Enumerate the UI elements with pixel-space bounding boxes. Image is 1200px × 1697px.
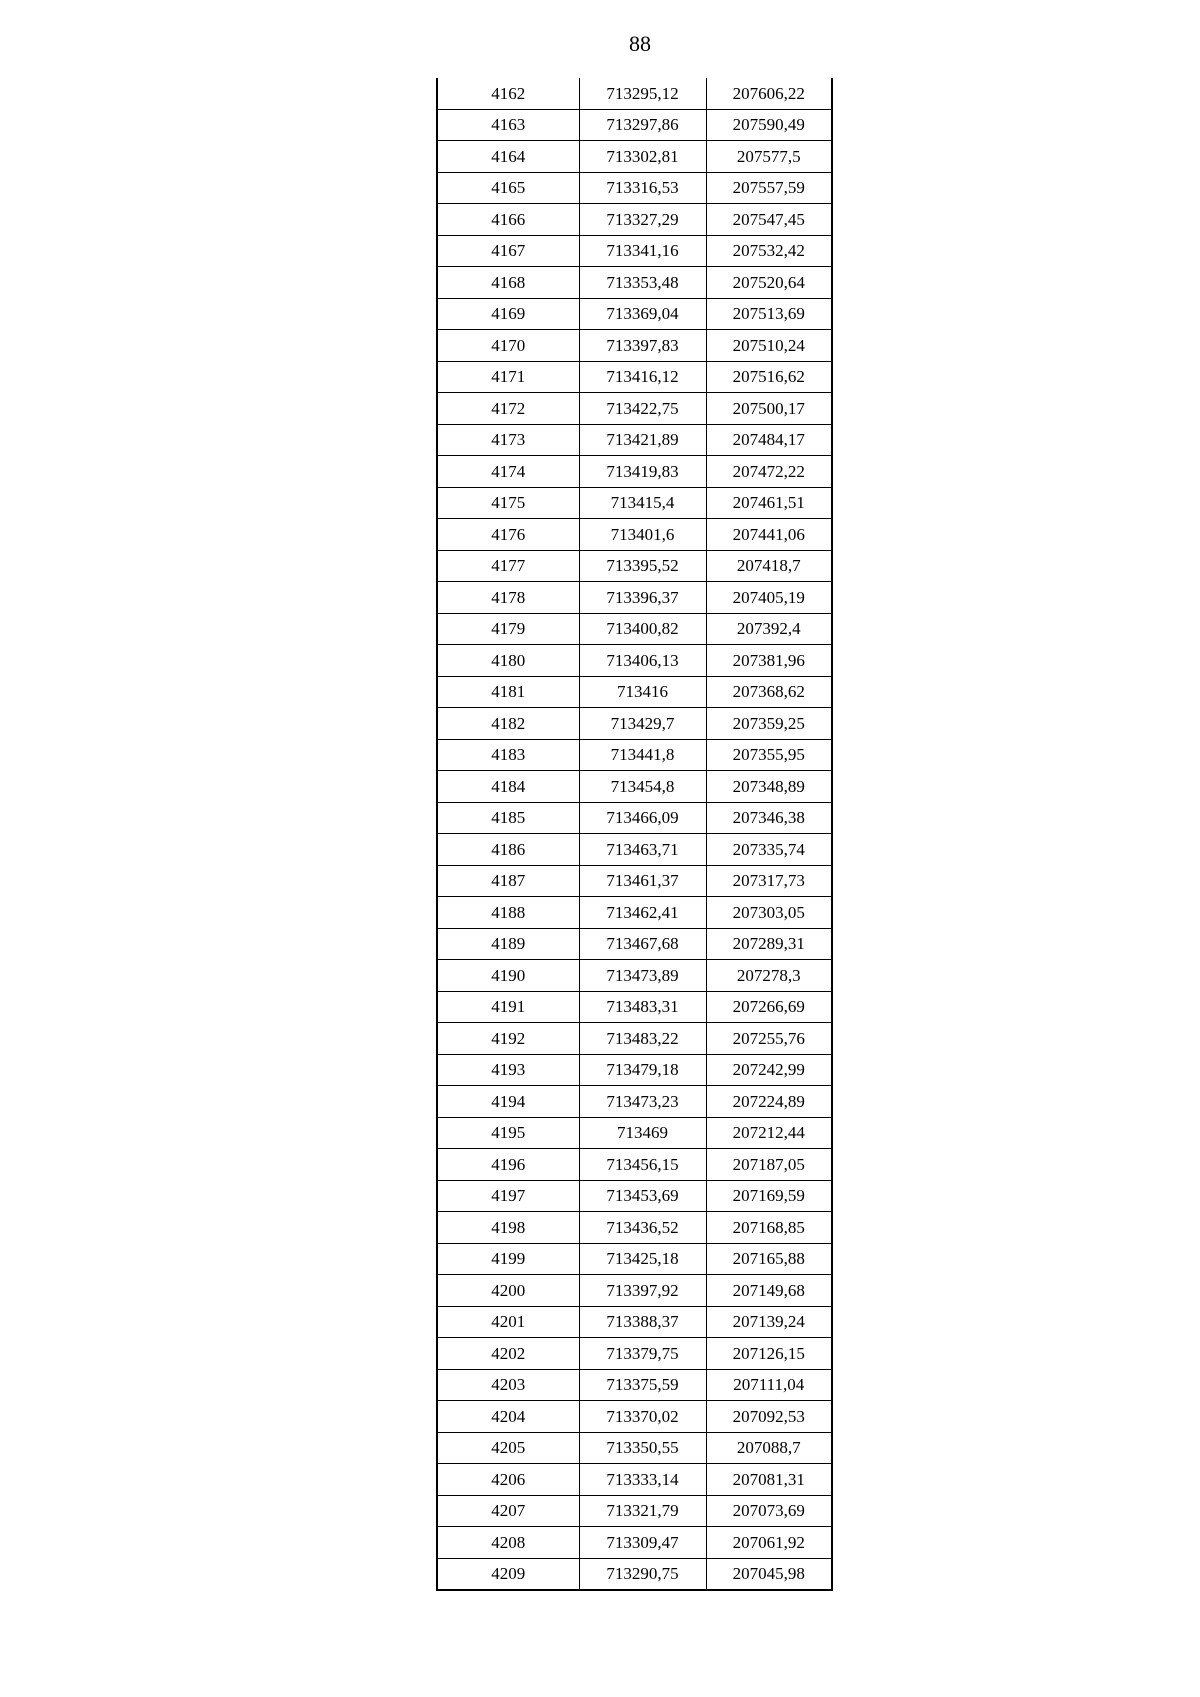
point-number-cell: 4175	[437, 487, 579, 519]
x-coordinate-cell: 713395,52	[579, 550, 706, 582]
point-number-cell: 4208	[437, 1527, 579, 1559]
table-row	[437, 1369, 832, 1401]
y-coordinate-cell: 207061,92	[706, 1527, 832, 1559]
x-coordinate-cell: 713290,75	[579, 1558, 706, 1590]
x-coordinate-cell: 713397,92	[579, 1275, 706, 1307]
y-coordinate-cell: 207335,74	[706, 834, 832, 866]
point-number-cell: 4169	[437, 298, 579, 330]
point-number-cell: 4187	[437, 865, 579, 897]
y-coordinate-cell: 207441,06	[706, 519, 832, 551]
table-row	[437, 928, 832, 960]
point-number-cell: 4209	[437, 1558, 579, 1590]
x-coordinate-cell: 713456,15	[579, 1149, 706, 1181]
x-coordinate-cell: 713416	[579, 676, 706, 708]
x-coordinate-cell: 713421,89	[579, 424, 706, 456]
table-row	[437, 991, 832, 1023]
y-coordinate-cell: 207359,25	[706, 708, 832, 740]
x-coordinate-cell: 713369,04	[579, 298, 706, 330]
y-coordinate-cell: 207547,45	[706, 204, 832, 236]
table-row	[437, 1495, 832, 1527]
table-row	[437, 1117, 832, 1149]
table-row	[437, 1558, 832, 1590]
y-coordinate-cell: 207289,31	[706, 928, 832, 960]
table-row	[437, 235, 832, 267]
point-number-cell: 4192	[437, 1023, 579, 1055]
table-row	[437, 1432, 832, 1464]
y-coordinate-cell: 207303,05	[706, 897, 832, 929]
y-coordinate-cell: 207278,3	[706, 960, 832, 992]
table-row	[437, 1180, 832, 1212]
point-number-cell: 4193	[437, 1054, 579, 1086]
table-row	[437, 519, 832, 551]
x-coordinate-cell: 713473,89	[579, 960, 706, 992]
y-coordinate-cell: 207500,17	[706, 393, 832, 425]
y-coordinate-cell: 207242,99	[706, 1054, 832, 1086]
y-coordinate-cell: 207461,51	[706, 487, 832, 519]
x-coordinate-cell: 713321,79	[579, 1495, 706, 1527]
point-number-cell: 4168	[437, 267, 579, 299]
x-coordinate-cell: 713400,82	[579, 613, 706, 645]
point-number-cell: 4167	[437, 235, 579, 267]
y-coordinate-cell: 207348,89	[706, 771, 832, 803]
point-number-cell: 4201	[437, 1306, 579, 1338]
y-coordinate-cell: 207418,7	[706, 550, 832, 582]
y-coordinate-cell: 207149,68	[706, 1275, 832, 1307]
x-coordinate-cell: 713483,31	[579, 991, 706, 1023]
y-coordinate-cell: 207577,5	[706, 141, 832, 173]
table-row	[437, 1054, 832, 1086]
table-row	[437, 330, 832, 362]
point-number-cell: 4172	[437, 393, 579, 425]
y-coordinate-cell: 207168,85	[706, 1212, 832, 1244]
table-row	[437, 456, 832, 488]
y-coordinate-cell: 207520,64	[706, 267, 832, 299]
x-coordinate-cell: 713295,12	[579, 78, 706, 109]
x-coordinate-cell: 713327,29	[579, 204, 706, 236]
table-row	[437, 1338, 832, 1370]
x-coordinate-cell: 713353,48	[579, 267, 706, 299]
y-coordinate-cell: 207405,19	[706, 582, 832, 614]
y-coordinate-cell: 207381,96	[706, 645, 832, 677]
point-number-cell: 4182	[437, 708, 579, 740]
x-coordinate-cell: 713454,8	[579, 771, 706, 803]
x-coordinate-cell: 713401,6	[579, 519, 706, 551]
table-row	[437, 204, 832, 236]
table-row	[437, 1243, 832, 1275]
point-number-cell: 4203	[437, 1369, 579, 1401]
coordinates-table	[436, 78, 833, 1591]
table-row	[437, 865, 832, 897]
point-number-cell: 4197	[437, 1180, 579, 1212]
point-number-cell: 4185	[437, 802, 579, 834]
point-number-cell: 4198	[437, 1212, 579, 1244]
point-number-cell: 4174	[437, 456, 579, 488]
x-coordinate-cell: 713415,4	[579, 487, 706, 519]
x-coordinate-cell: 713441,8	[579, 739, 706, 771]
point-number-cell: 4206	[437, 1464, 579, 1496]
table-row	[437, 1023, 832, 1055]
y-coordinate-cell: 207266,69	[706, 991, 832, 1023]
x-coordinate-cell: 713436,52	[579, 1212, 706, 1244]
y-coordinate-cell: 207073,69	[706, 1495, 832, 1527]
y-coordinate-cell: 207368,62	[706, 676, 832, 708]
table-row	[437, 172, 832, 204]
x-coordinate-cell: 713388,37	[579, 1306, 706, 1338]
table-row	[437, 771, 832, 803]
point-number-cell: 4194	[437, 1086, 579, 1118]
y-coordinate-cell: 207606,22	[706, 78, 832, 109]
table-row	[437, 109, 832, 141]
y-coordinate-cell: 207355,95	[706, 739, 832, 771]
table-row	[437, 424, 832, 456]
x-coordinate-cell: 713462,41	[579, 897, 706, 929]
table-row	[437, 298, 832, 330]
y-coordinate-cell: 207532,42	[706, 235, 832, 267]
table-row	[437, 1464, 832, 1496]
coordinates-table-body	[437, 78, 832, 1590]
point-number-cell: 4173	[437, 424, 579, 456]
point-number-cell: 4205	[437, 1432, 579, 1464]
point-number-cell: 4204	[437, 1401, 579, 1433]
point-number-cell: 4199	[437, 1243, 579, 1275]
point-number-cell: 4164	[437, 141, 579, 173]
x-coordinate-cell: 713316,53	[579, 172, 706, 204]
x-coordinate-cell: 713469	[579, 1117, 706, 1149]
x-coordinate-cell: 713406,13	[579, 645, 706, 677]
x-coordinate-cell: 713341,16	[579, 235, 706, 267]
page-number: 88	[629, 31, 651, 56]
x-coordinate-cell: 713397,83	[579, 330, 706, 362]
y-coordinate-cell: 207088,7	[706, 1432, 832, 1464]
table-row	[437, 1527, 832, 1559]
x-coordinate-cell: 713453,69	[579, 1180, 706, 1212]
table-row	[437, 550, 832, 582]
table-row	[437, 897, 832, 929]
table-row	[437, 141, 832, 173]
point-number-cell: 4186	[437, 834, 579, 866]
table-row	[437, 802, 832, 834]
point-number-cell: 4176	[437, 519, 579, 551]
y-coordinate-cell: 207472,22	[706, 456, 832, 488]
y-coordinate-cell: 207510,24	[706, 330, 832, 362]
table-row	[437, 960, 832, 992]
point-number-cell: 4202	[437, 1338, 579, 1370]
x-coordinate-cell: 713396,37	[579, 582, 706, 614]
point-number-cell: 4207	[437, 1495, 579, 1527]
x-coordinate-cell: 713463,71	[579, 834, 706, 866]
point-number-cell: 4163	[437, 109, 579, 141]
table-row	[437, 1149, 832, 1181]
x-coordinate-cell: 713467,68	[579, 928, 706, 960]
point-number-cell: 4171	[437, 361, 579, 393]
table-row	[437, 645, 832, 677]
y-coordinate-cell: 207392,4	[706, 613, 832, 645]
y-coordinate-cell: 207557,59	[706, 172, 832, 204]
table-row	[437, 267, 832, 299]
x-coordinate-cell: 713309,47	[579, 1527, 706, 1559]
y-coordinate-cell: 207111,04	[706, 1369, 832, 1401]
table-row	[437, 361, 832, 393]
point-number-cell: 4190	[437, 960, 579, 992]
table-row	[437, 1212, 832, 1244]
x-coordinate-cell: 713473,23	[579, 1086, 706, 1118]
y-coordinate-cell: 207346,38	[706, 802, 832, 834]
point-number-cell: 4170	[437, 330, 579, 362]
y-coordinate-cell: 207212,44	[706, 1117, 832, 1149]
y-coordinate-cell: 207092,53	[706, 1401, 832, 1433]
x-coordinate-cell: 713429,7	[579, 708, 706, 740]
table-row	[437, 676, 832, 708]
y-coordinate-cell: 207139,24	[706, 1306, 832, 1338]
x-coordinate-cell: 713379,75	[579, 1338, 706, 1370]
y-coordinate-cell: 207590,49	[706, 109, 832, 141]
table-row	[437, 582, 832, 614]
point-number-cell: 4196	[437, 1149, 579, 1181]
x-coordinate-cell: 713333,14	[579, 1464, 706, 1496]
table-row	[437, 1306, 832, 1338]
y-coordinate-cell: 207516,62	[706, 361, 832, 393]
point-number-cell: 4165	[437, 172, 579, 204]
point-number-cell: 4188	[437, 897, 579, 929]
point-number-cell: 4180	[437, 645, 579, 677]
table-row	[437, 1275, 832, 1307]
y-coordinate-cell: 207126,15	[706, 1338, 832, 1370]
table-row	[437, 78, 832, 109]
point-number-cell: 4200	[437, 1275, 579, 1307]
y-coordinate-cell: 207513,69	[706, 298, 832, 330]
y-coordinate-cell: 207255,76	[706, 1023, 832, 1055]
point-number-cell: 4178	[437, 582, 579, 614]
y-coordinate-cell: 207484,17	[706, 424, 832, 456]
point-number-cell: 4191	[437, 991, 579, 1023]
y-coordinate-cell: 207081,31	[706, 1464, 832, 1496]
y-coordinate-cell: 207165,88	[706, 1243, 832, 1275]
point-number-cell: 4179	[437, 613, 579, 645]
x-coordinate-cell: 713461,37	[579, 865, 706, 897]
x-coordinate-cell: 713416,12	[579, 361, 706, 393]
x-coordinate-cell: 713419,83	[579, 456, 706, 488]
point-number-cell: 4184	[437, 771, 579, 803]
x-coordinate-cell: 713483,22	[579, 1023, 706, 1055]
point-number-cell: 4183	[437, 739, 579, 771]
table-row	[437, 1401, 832, 1433]
table-row	[437, 708, 832, 740]
point-number-cell: 4189	[437, 928, 579, 960]
point-number-cell: 4195	[437, 1117, 579, 1149]
table-row	[437, 834, 832, 866]
table-row	[437, 613, 832, 645]
table-row	[437, 487, 832, 519]
table-row	[437, 393, 832, 425]
x-coordinate-cell: 713297,86	[579, 109, 706, 141]
x-coordinate-cell: 713370,02	[579, 1401, 706, 1433]
y-coordinate-cell: 207045,98	[732, 1564, 805, 1584]
x-coordinate-cell: 713350,55	[579, 1432, 706, 1464]
x-coordinate-cell: 713375,59	[579, 1369, 706, 1401]
x-coordinate-cell: 713302,81	[579, 141, 706, 173]
x-coordinate-cell: 713425,18	[579, 1243, 706, 1275]
x-coordinate-cell: 713479,18	[579, 1054, 706, 1086]
x-coordinate-cell: 713422,75	[579, 393, 706, 425]
point-number-cell: 4166	[437, 204, 579, 236]
x-coordinate-cell: 713466,09	[579, 802, 706, 834]
y-coordinate-cell: 207169,59	[706, 1180, 832, 1212]
y-coordinate-cell: 207187,05	[706, 1149, 832, 1181]
point-number-cell: 4177	[437, 550, 579, 582]
point-number-cell: 4181	[437, 676, 579, 708]
table-row	[437, 739, 832, 771]
table-row	[437, 1086, 832, 1118]
y-coordinate-cell: 207317,73	[706, 865, 832, 897]
point-number-cell: 4162	[437, 78, 579, 109]
y-coordinate-cell: 207224,89	[706, 1086, 832, 1118]
